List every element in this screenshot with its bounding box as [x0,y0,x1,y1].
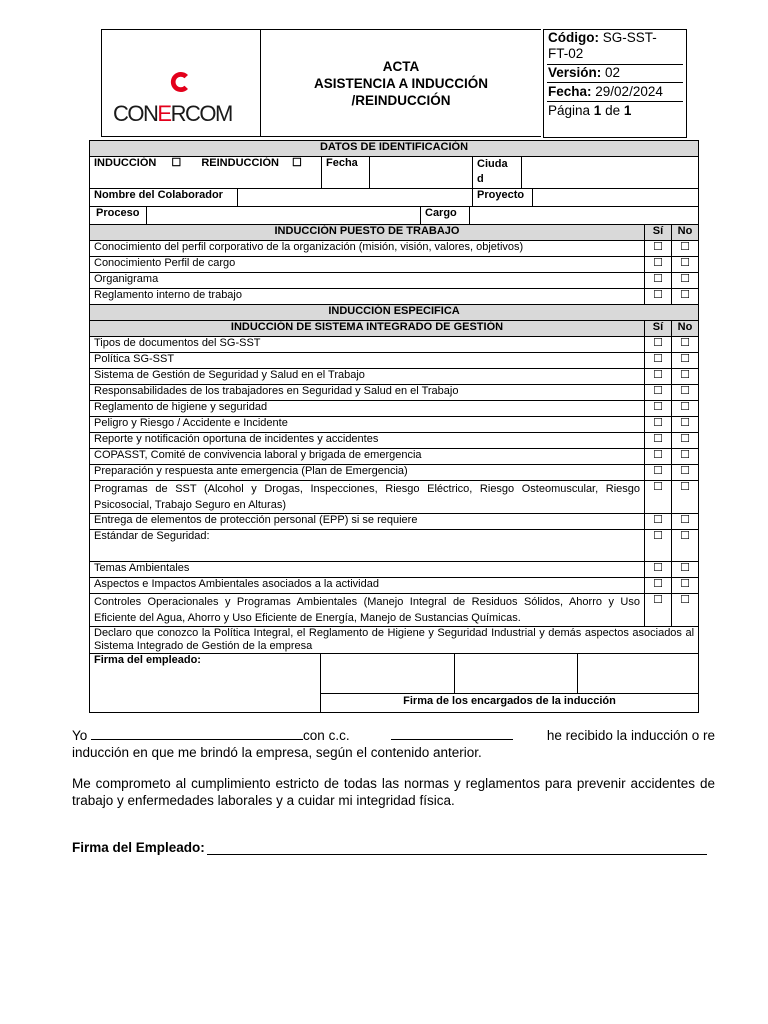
checklist-item-label: Temas Ambientales [90,562,645,578]
checklist-row [90,594,699,627]
firma-encargado-2[interactable] [455,654,578,693]
checklist-row [90,401,699,417]
nombre-label: Nombre del Colaborador [90,189,238,206]
checklist-row [90,369,699,385]
checklist-item-label: Sistema de Gestión de Seguridad y Salud en el Trabajo [90,369,645,385]
checkbox-si[interactable]: ☐ [645,337,672,353]
checkbox-si[interactable]: ☐ [645,562,672,578]
checklist-item-label: Responsabilidades de los trabajadores en Seguridad y Salud en el Trabajo [90,385,645,401]
document-meta [543,29,687,138]
checkbox-si[interactable]: ☐ [645,241,672,257]
checklist-row [90,578,699,594]
checklist-row [90,465,699,481]
checkbox-no[interactable]: ☐ [672,401,699,417]
checklist-item-label: Conocimiento del perfil corporativo de la organización (misión, visión, valores, objetivos) [90,241,645,257]
checklist-item-label: Controles Operacionales y Programas Ambientales (Manejo Integral de Residuos Sólidos, Ahorro y Uso Eficiente del Agua, Ahorro y Uso Eficiente de Energía, Manejo de Sustancias Químicas. [90,594,645,627]
checklist-row [90,241,699,257]
checklist-item-label: Organigrama [90,273,645,289]
checkbox-no[interactable]: ☐ [672,353,699,369]
checklist-row [90,257,699,273]
checkbox-no[interactable]: ☐ [672,369,699,385]
col-no: No [672,225,699,241]
checklist-row [90,449,699,465]
checkbox-si[interactable]: ☐ [645,530,672,562]
proyecto-field[interactable] [533,189,698,206]
checkbox-no[interactable]: ☐ [672,385,699,401]
cc-blank[interactable] [391,727,513,740]
checklist-item-label: Peligro y Riesgo / Accidente e Incidente [90,417,645,433]
checkbox-si[interactable]: ☐ [645,594,672,627]
checkbox-no[interactable]: ☐ [672,465,699,481]
proceso-field[interactable] [147,207,421,224]
fecha-label: Fecha [322,157,370,188]
checklist-row [90,385,699,401]
checkbox-si[interactable]: ☐ [645,353,672,369]
checklist-row [90,562,699,578]
nombre-field[interactable] [238,189,473,206]
checkbox-si[interactable]: ☐ [645,273,672,289]
company-logo: CONERCOM [113,101,232,126]
checkbox-si[interactable]: ☐ [645,481,672,514]
checkbox-si[interactable]: ☐ [645,401,672,417]
logo-cell [101,29,261,137]
checkbox-si[interactable]: ☐ [645,514,672,530]
ciudad-field[interactable] [522,157,698,188]
pagina-row: Página 1 de 1 [548,103,632,118]
checkbox-no[interactable]: ☐ [672,257,699,273]
induccion-type-cell: INDUCCIÓN ☐ REINDUCCIÓN ☐ [90,157,322,188]
checkbox-no[interactable]: ☐ [672,241,699,257]
statement-paragraph: Yo con c.c. he recibido la inducción o re inducción en que me brindó la empresa, según el contenido anterior. [72,728,715,760]
checklist-item-label: Reporte y notificación oportuna de incidentes y accidentes [90,433,645,449]
checklist-row [90,417,699,433]
checkbox-no[interactable]: ☐ [672,289,699,305]
checklist-item-label: Aspectos e Impactos Ambientales asociados a la actividad [90,578,645,594]
checklist-item-label: Entrega de elementos de protección personal (EPP) si se requiere [90,514,645,530]
checklist-item-label: Reglamento interno de trabajo [90,289,645,305]
title-line-2: ASISTENCIA A INDUCCIÓN [313,76,488,91]
checkbox-no[interactable]: ☐ [672,337,699,353]
checkbox-no[interactable]: ☐ [672,417,699,433]
checklist-item-label: COPASST, Comité de convivencia laboral y brigada de emergencia [90,449,645,465]
checkbox-no[interactable]: ☐ [672,594,699,627]
signature-line[interactable] [207,841,707,855]
codigo-row-2: FT-02 [548,46,584,61]
title-acta: ACTA [382,59,420,74]
checklist-item-label: Política SG-SST [90,353,645,369]
checkbox-si[interactable]: ☐ [645,257,672,273]
checklist-row [90,481,699,514]
checklist-row [90,353,699,369]
section-puesto: INDUCCIÓN PUESTO DE TRABAJO [90,225,645,241]
logo-c-icon [168,70,192,94]
checkbox-no[interactable]: ☐ [672,514,699,530]
checkbox-no[interactable]: ☐ [672,578,699,594]
name-blank[interactable] [91,727,303,740]
cargo-field[interactable] [470,207,698,224]
title-line-3: /REINDUCCIÓN [351,93,451,108]
checkbox-si[interactable]: ☐ [645,385,672,401]
checklist-row [90,514,699,530]
section-sig: INDUCCIÓN DE SISTEMA INTEGRADO DE GESTIÓN [90,321,645,337]
checklist-item-label: Estándar de Seguridad: [90,530,645,562]
checkbox-no[interactable]: ☐ [672,273,699,289]
proyecto-label: Proyecto [473,189,533,206]
proceso-label: Proceso [90,207,147,224]
checkbox-no[interactable]: ☐ [672,562,699,578]
checkbox-no[interactable]: ☐ [672,481,699,514]
employee-signature: Firma del Empleado: [72,840,707,855]
firma-empleado-cell[interactable]: Firma del empleado: [90,654,321,712]
checklist-item-label: Tipos de documentos del SG-SST [90,337,645,353]
checkbox-no[interactable]: ☐ [672,449,699,465]
checkbox-si[interactable]: ☐ [645,578,672,594]
checkbox-si[interactable]: ☐ [645,289,672,305]
checkbox-si[interactable]: ☐ [645,465,672,481]
cargo-label: Cargo [421,207,470,224]
fecha-field[interactable] [370,157,473,188]
induction-form [89,140,699,713]
checkbox-no[interactable]: ☐ [672,433,699,449]
checkbox-no[interactable]: ☐ [672,530,699,562]
checklist-item-label: Preparación y respuesta ante emergencia (Plan de Emergencia) [90,465,645,481]
checkbox-si[interactable]: ☐ [645,449,672,465]
checkbox-si[interactable]: ☐ [645,433,672,449]
firma-encargado-3[interactable] [578,654,698,693]
checkbox-si[interactable]: ☐ [645,369,672,385]
version-row: Versión: 02 [548,65,621,80]
declaration: Declaro que conozco la Política Integral, el Reglamento de Higiene y Seguridad Industrial y demás aspectos asociados al Sistema Integrado de Gestión de la empresa [90,627,699,654]
fecha-row: Fecha: 29/02/2024 [548,84,663,99]
codigo-row: Código: SG-SST- [548,30,657,45]
checklist-row [90,273,699,289]
firma-encargado-1[interactable] [321,654,455,693]
firma-encargados-label: Firma de los encargados de la inducción [403,695,616,707]
checklist-row [90,289,699,305]
section-datos: DATOS DE IDENTIFICACIÓN [90,141,699,157]
col-si: Sí [645,321,672,337]
checkbox-si[interactable]: ☐ [645,417,672,433]
section-especifica: INDUCCIÓN ESPECIFICA [90,305,699,321]
checklist-row [90,337,699,353]
checklist-item-label: Programas de SST (Alcohol y Drogas, Inspecciones, Riesgo Eléctrico, Riesgo Osteomuscular, Riesgo Psicosocial, Trabajo Seguro en Alturas) [90,481,645,514]
col-si: Sí [645,225,672,241]
checklist-row [90,530,699,562]
checklist-item-label: Conocimiento Perfil de cargo [90,257,645,273]
induccion-checkbox[interactable]: ☐ [171,157,182,169]
checklist-item-label: Reglamento de higiene y seguridad [90,401,645,417]
commitment-paragraph: Me comprometo al cumplimiento estricto de todas las normas y reglamentos para prevenir accidentes de trabajo y enfermedades laborales y a cuidar mi integridad física. [72,776,715,808]
checklist-row [90,433,699,449]
reinduccion-checkbox[interactable]: ☐ [292,157,302,169]
col-no: No [672,321,699,337]
ciudad-label: Ciuda d [473,157,522,188]
document-title [261,29,541,137]
